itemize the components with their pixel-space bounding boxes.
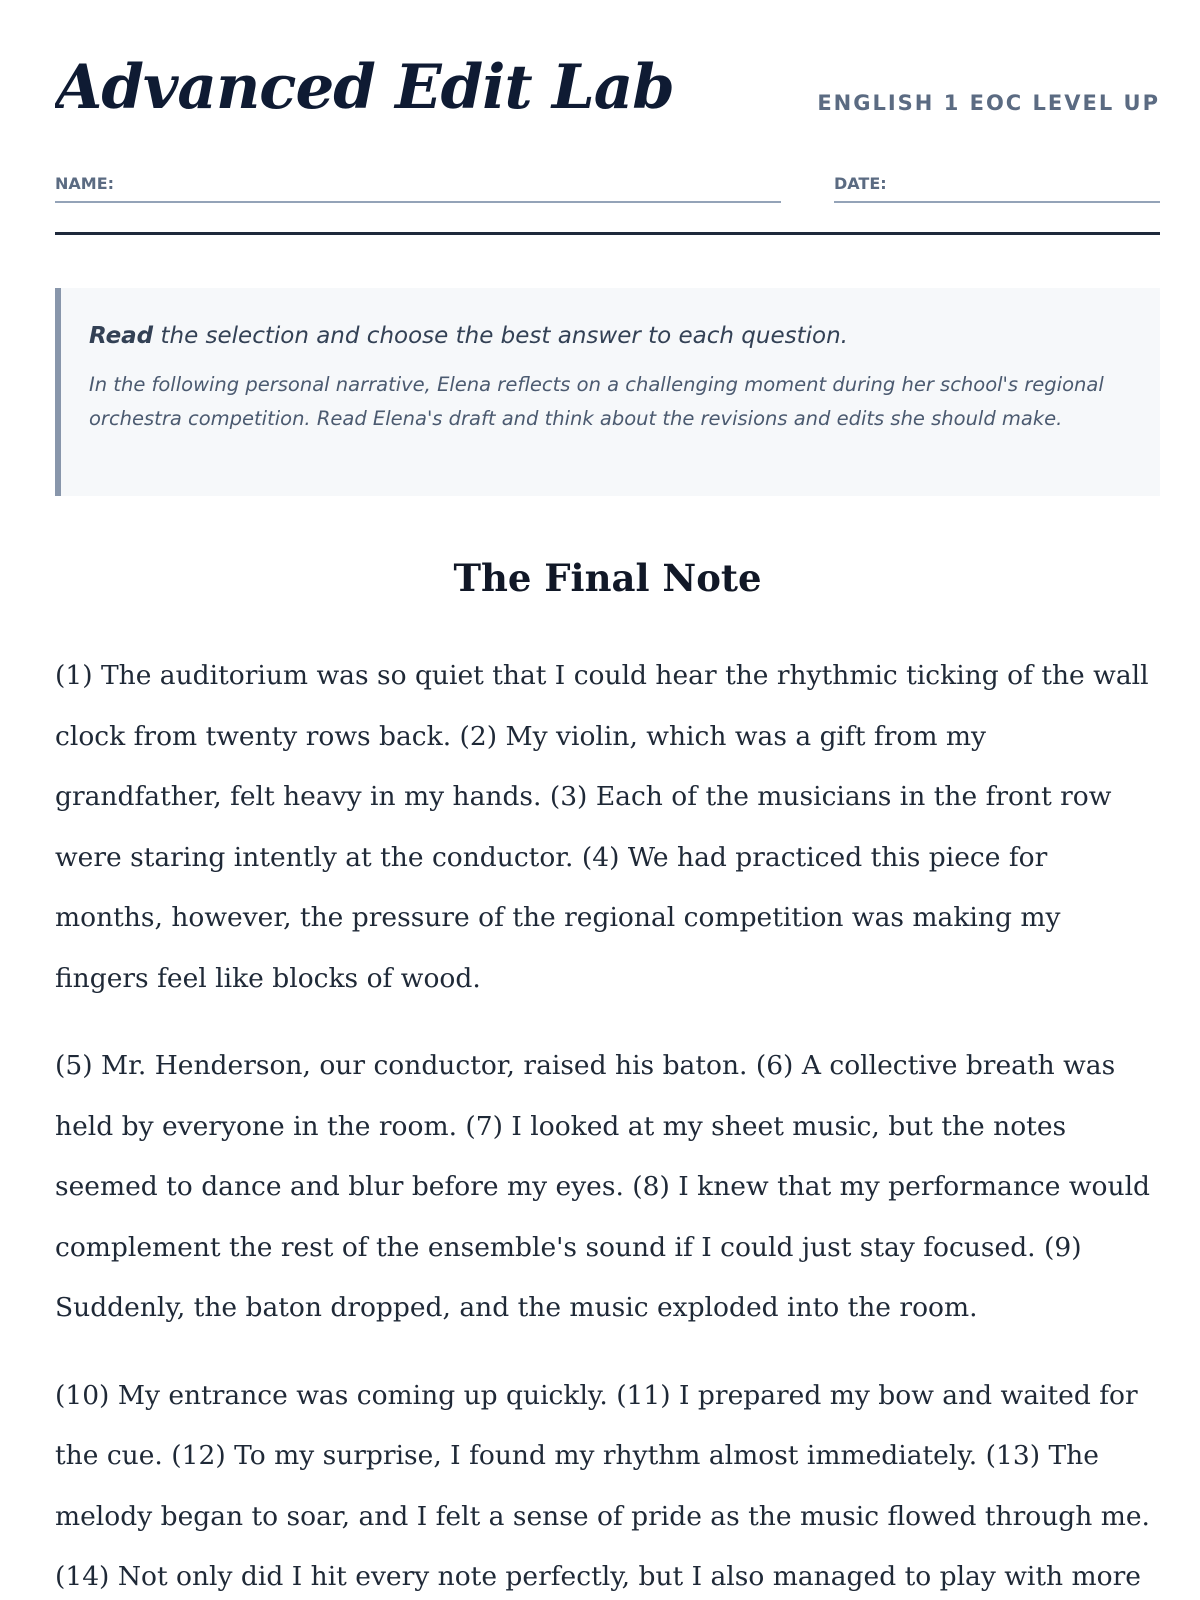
instructions-note: In the following personal narrative, Elena reflects on a challenging moment during her school's regional orchestra competition. Read Elena's draft and think about the revisions and edits she should make. [89, 373, 1104, 430]
story-paragraph: (5) Mr. Henderson, our conductor, raised his baton. (6) A collective breath was held by everyone in the room. (7) I looked at my sheet music, but the notes seemed to dance and blur before my eyes. (8) I knew that my performance would complement the rest of the ensemble's sound if I could just stay focused. (9) Suddenly, the baton dropped, and the music exploded into the room. [55, 1050, 1151, 1323]
instructions-lead-bold: Read [89, 323, 154, 349]
date-label: DATE: [834, 174, 887, 193]
instructions-lead [89, 320, 1128, 352]
course-label: ENGLISH 1 EOC LEVEL UP [817, 91, 1160, 115]
story-body [55, 646, 1160, 1600]
instructions-lead-text: the selection and choose the best answer to each question. [153, 323, 848, 349]
name-label: NAME: [55, 174, 115, 193]
instructions-box [55, 288, 1160, 496]
story-paragraph: (10) My entrance was coming up quickly. (11) I prepared my bow and waited for the cue. (12) To my surprise, I found my rhythm almost immediately. (13) The melody began to soar, and I felt a sense of pride as the music flowed through me. (14) Not only did I hit every note perfectly, but I also managed to play with more [55, 1379, 1150, 1592]
worksheet-title: Advanced Edit Lab [55, 52, 674, 123]
worksheet-header [55, 0, 1160, 235]
story-title: The Final Note [453, 556, 762, 600]
worksheet-page [55, 0, 1160, 1600]
story-paragraph: (1) The auditorium was so quiet that I could hear the rhythmic ticking of the wall clock from twenty rows back. (2) My violin, which was a gift from my grandfather, felt heavy in my hands. (3) Each of the musicians in the front row were staring intently at the conductor. (4) We had practiced this piece for months, however, the pressure of the regional competition was making my fingers feel like blocks of wood. [55, 660, 1149, 994]
name-field[interactable] [55, 201, 781, 203]
date-field[interactable] [834, 201, 1160, 203]
